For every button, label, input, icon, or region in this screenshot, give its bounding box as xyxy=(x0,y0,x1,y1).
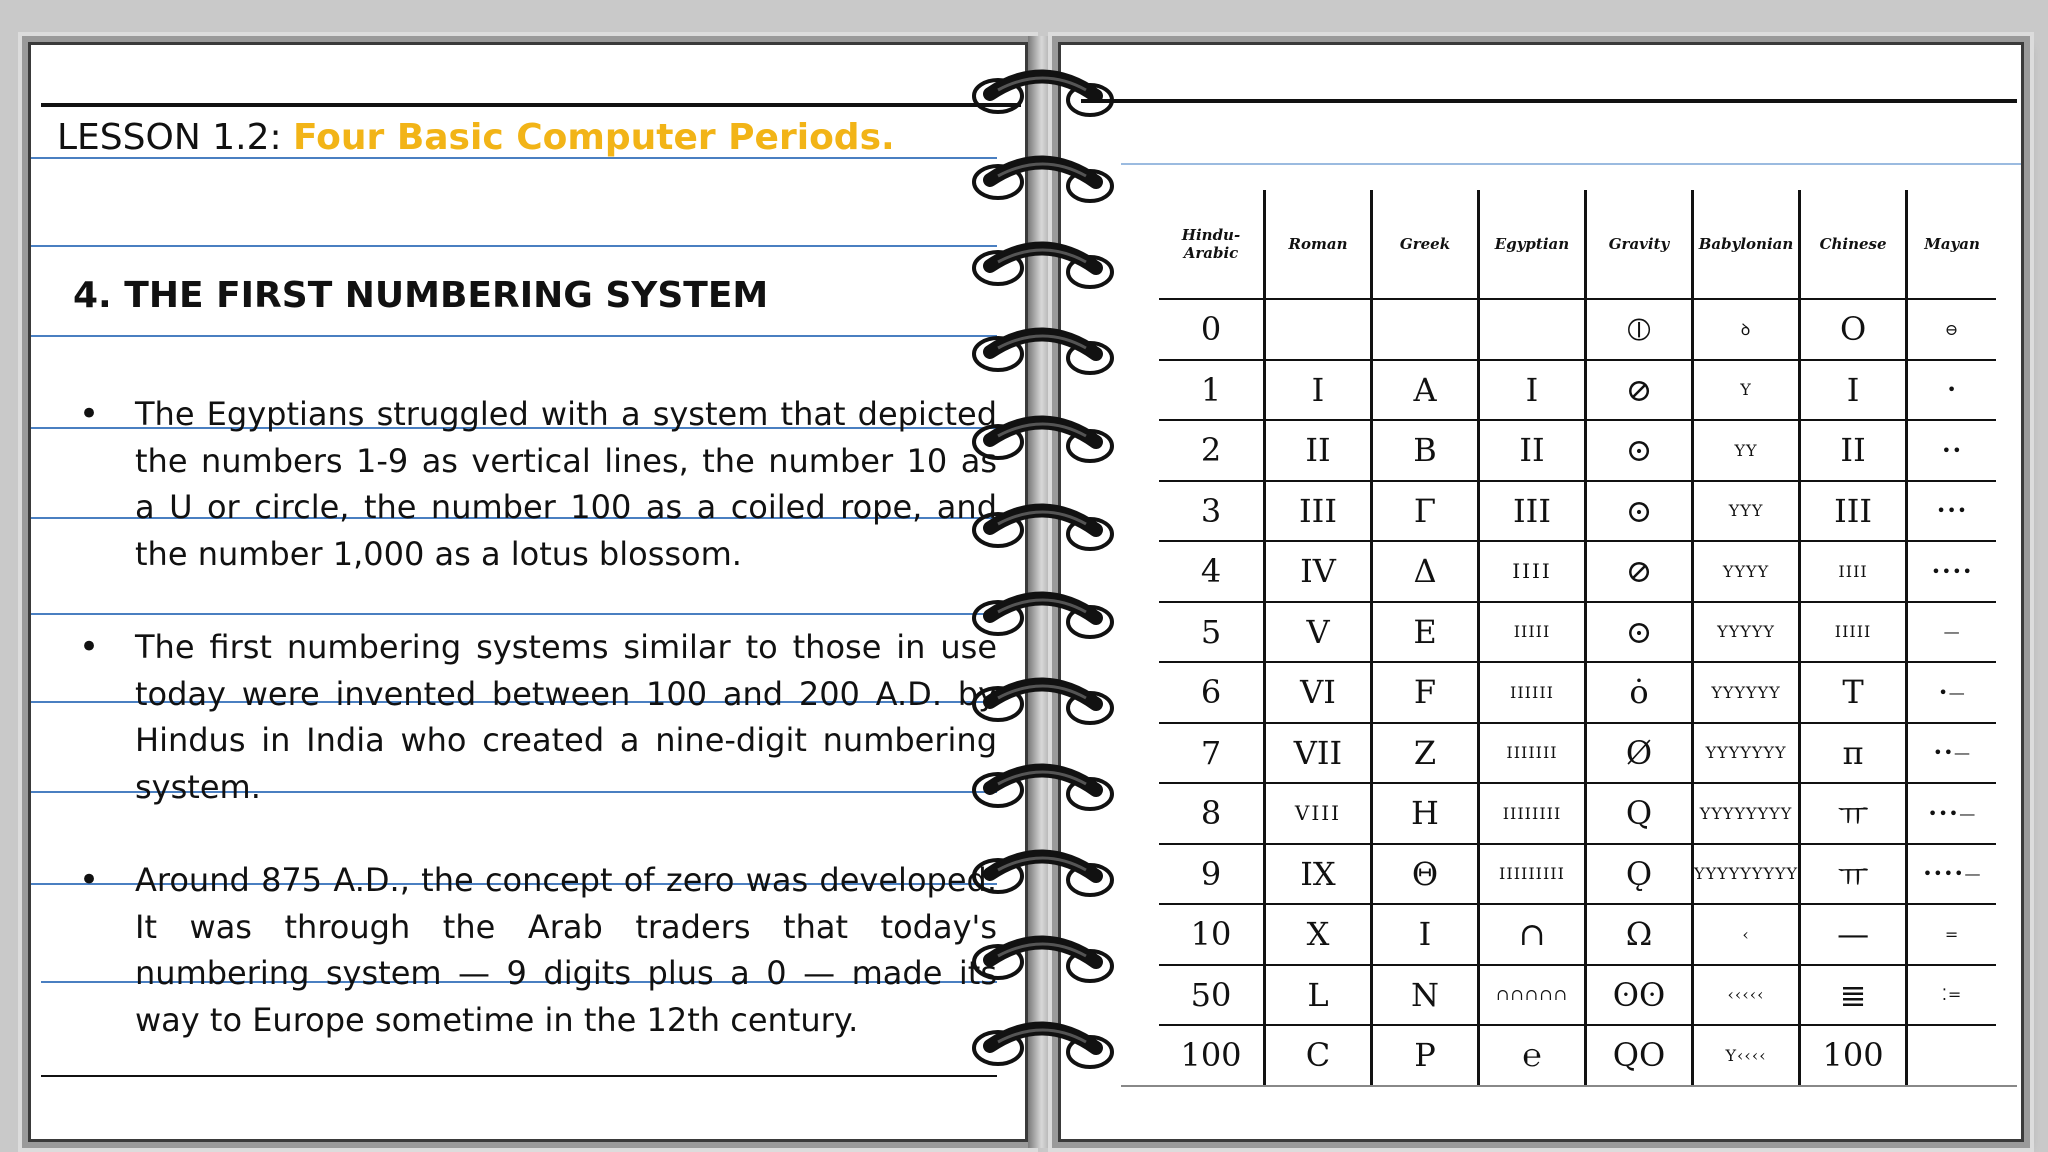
table-cell: •• xyxy=(1907,420,1997,481)
table-cell: ℮ xyxy=(1479,1025,1586,1085)
table-cell: I xyxy=(1479,360,1586,421)
table-cell: ȯ xyxy=(1586,662,1693,723)
bottom-border-rule xyxy=(1121,1085,2017,1087)
table-cell: ㅠ xyxy=(1800,844,1907,905)
table-cell: ⊘ xyxy=(1586,360,1693,421)
column-header: Chinese xyxy=(1800,190,1907,299)
table-cell: Ø xyxy=(1586,723,1693,784)
table-cell: • xyxy=(1907,360,1997,421)
bullet-item xyxy=(79,391,997,577)
table-cell: 6 xyxy=(1159,662,1265,723)
column-header: Babylonian xyxy=(1693,190,1800,299)
table-cell xyxy=(1479,299,1586,360)
ruled-line xyxy=(31,157,997,159)
table-row xyxy=(1159,602,1996,663)
table-cell: IX xyxy=(1265,844,1372,905)
table-cell: T xyxy=(1800,662,1907,723)
table-cell: A xyxy=(1372,360,1479,421)
table-cell: L xyxy=(1265,965,1372,1026)
table-cell: ⦶ xyxy=(1586,299,1693,360)
table-row xyxy=(1159,299,1996,360)
lesson-highlight: Four Basic Computer Periods. xyxy=(293,117,895,158)
table-header-row xyxy=(1159,190,1996,299)
table-cell: 0 xyxy=(1159,299,1265,360)
table-body xyxy=(1159,299,1996,1085)
lesson-title xyxy=(57,117,895,158)
spiral-ring xyxy=(968,498,1118,558)
table-cell: ҮҮҮҮҮ xyxy=(1693,602,1800,663)
spiral-ring xyxy=(968,236,1118,296)
table-row xyxy=(1159,844,1996,905)
table-cell: 50 xyxy=(1159,965,1265,1026)
table-row xyxy=(1159,662,1996,723)
table-row xyxy=(1159,783,1996,844)
table-cell: Θ xyxy=(1372,844,1479,905)
spiral-ring xyxy=(968,844,1118,904)
spiral-ring xyxy=(968,930,1118,990)
table-cell: ‹‹‹‹‹ xyxy=(1693,965,1800,1026)
table-cell: •— xyxy=(1907,662,1997,723)
table-cell: ••— xyxy=(1907,723,1997,784)
table-cell: III xyxy=(1479,481,1586,542)
table-cell: F xyxy=(1372,662,1479,723)
table-cell: ҮҮҮҮҮҮҮ xyxy=(1693,723,1800,784)
table-cell: IIIIIIIII xyxy=(1479,844,1586,905)
table-cell: 5 xyxy=(1159,602,1265,663)
table-cell: Q xyxy=(1586,783,1693,844)
table-cell: 10 xyxy=(1159,904,1265,965)
lesson-prefix: LESSON 1.2: xyxy=(57,117,294,158)
table-row xyxy=(1159,904,1996,965)
table-cell: ҮҮҮҮҮҮ xyxy=(1693,662,1800,723)
table-cell: I xyxy=(1372,904,1479,965)
table-cell: ҮҮ xyxy=(1693,420,1800,481)
spiral-ring xyxy=(968,64,1118,124)
ruled-line xyxy=(31,245,997,247)
table-cell: IIIIIIII xyxy=(1479,783,1586,844)
top-border-rule xyxy=(41,103,1021,107)
top-border-rule xyxy=(1081,99,2017,103)
table-cell: IIII xyxy=(1479,541,1586,602)
section-heading: 4. THE FIRST NUMBERING SYSTEM xyxy=(73,275,769,316)
table-cell: π xyxy=(1800,723,1907,784)
table-cell: ⊙ xyxy=(1586,481,1693,542)
bullet-text: The Egyptians struggled with a system that depicted the numbers 1-9 as vertical lines, the number 10 as a U or circle, the number 100 as a coiled rope, and the number 1,000 as a lotus blossom. xyxy=(135,395,997,573)
table-cell: 2 xyxy=(1159,420,1265,481)
table-cell: Ү‹‹‹‹ xyxy=(1693,1025,1800,1085)
table-cell: 4 xyxy=(1159,541,1265,602)
table-cell: •••• xyxy=(1907,541,1997,602)
ruled-line xyxy=(31,613,997,615)
table-cell: ‹ xyxy=(1693,904,1800,965)
table-cell: C xyxy=(1265,1025,1372,1085)
table-cell: ҮҮҮҮ xyxy=(1693,541,1800,602)
table-cell: Δ xyxy=(1372,541,1479,602)
bullet-item xyxy=(79,624,997,810)
table-cell: ㅠ xyxy=(1800,783,1907,844)
bottom-border-rule xyxy=(41,1075,997,1077)
table-cell: ꝺ xyxy=(1693,299,1800,360)
table-cell: ⁚= xyxy=(1907,965,1997,1026)
table-cell: X xyxy=(1265,904,1372,965)
table-cell: QO xyxy=(1586,1025,1693,1085)
column-header: Hindu-Arabic xyxy=(1181,226,1241,262)
column-header: Greek xyxy=(1372,190,1479,299)
column-header: Egyptian xyxy=(1479,190,1586,299)
table-cell: 7 xyxy=(1159,723,1265,784)
table-cell: ⊖ xyxy=(1907,299,1997,360)
table-row xyxy=(1159,1025,1996,1085)
table-cell xyxy=(1907,1025,1997,1085)
table-cell xyxy=(1265,299,1372,360)
table-cell: O xyxy=(1800,299,1907,360)
spiral-ring xyxy=(968,672,1118,732)
table-cell: III xyxy=(1800,481,1907,542)
table-cell: — xyxy=(1907,602,1997,663)
column-header: Mayan xyxy=(1907,190,1997,299)
table-row xyxy=(1159,965,1996,1026)
table-cell: IIIIII xyxy=(1479,662,1586,723)
table-cell: N xyxy=(1372,965,1479,1026)
ruled-line xyxy=(31,335,997,337)
table-cell: 100 xyxy=(1159,1025,1265,1085)
table-cell: Z xyxy=(1372,723,1479,784)
table-cell: Γ xyxy=(1372,481,1479,542)
table-cell: III xyxy=(1265,481,1372,542)
spiral-ring xyxy=(968,1016,1118,1076)
spiral-ring xyxy=(968,150,1118,210)
table-cell: ∩ xyxy=(1479,904,1586,965)
table-row xyxy=(1159,360,1996,421)
right-page xyxy=(1058,42,2024,1142)
bullet-dot: • xyxy=(79,627,100,667)
table-cell: ⊙ xyxy=(1586,420,1693,481)
table-cell: ʘʘ xyxy=(1586,965,1693,1026)
table-cell: IIIIIII xyxy=(1479,723,1586,784)
table-cell: Ω xyxy=(1586,904,1693,965)
spiral-ring xyxy=(968,586,1118,646)
bullet-dot: • xyxy=(79,394,100,434)
table-cell: VI xyxy=(1265,662,1372,723)
table-row xyxy=(1159,723,1996,784)
table-cell: 3 xyxy=(1159,481,1265,542)
table-cell: ҮҮҮ xyxy=(1693,481,1800,542)
left-page xyxy=(28,42,1028,1142)
bullet-item xyxy=(79,857,997,1043)
table-cell: B xyxy=(1372,420,1479,481)
column-header: Gravity xyxy=(1586,190,1693,299)
table-cell: E xyxy=(1372,602,1479,663)
table-cell: 1 xyxy=(1159,360,1265,421)
table-cell: ҮҮҮҮҮҮҮҮҮ xyxy=(1693,844,1800,905)
column-header: Roman xyxy=(1265,190,1372,299)
table-cell: ••• xyxy=(1907,481,1997,542)
table-cell: VIII xyxy=(1265,783,1372,844)
table-cell: II xyxy=(1800,420,1907,481)
ruled-line xyxy=(1121,163,2024,165)
table-cell: = xyxy=(1907,904,1997,965)
table-row xyxy=(1159,420,1996,481)
table-cell: Ǫ xyxy=(1586,844,1693,905)
table-cell: II xyxy=(1479,420,1586,481)
table-cell: ҮҮҮҮҮҮҮҮ xyxy=(1693,783,1800,844)
table-cell: ••••— xyxy=(1907,844,1997,905)
spiral-ring xyxy=(968,410,1118,470)
table-cell: •••— xyxy=(1907,783,1997,844)
numeral-systems-table xyxy=(1159,190,1996,1085)
table-cell: IIIII xyxy=(1800,602,1907,663)
table-cell: ⊙ xyxy=(1586,602,1693,663)
table-cell: I xyxy=(1800,360,1907,421)
table-cell: I xyxy=(1265,360,1372,421)
bullet-text: The first numbering systems similar to those in use today were invented between 100 and 200 A.D. by Hindus in India who created a nine-digit numbering system. xyxy=(135,628,997,806)
table-cell: ≣ xyxy=(1800,965,1907,1026)
table-cell: II xyxy=(1265,420,1372,481)
table-cell: H xyxy=(1372,783,1479,844)
bullet-text: Around 875 A.D., the concept of zero was developed. It was through the Arab traders that today's numbering system — 9 digits plus a 0 — made its way to Europe sometime in the 12th century. xyxy=(135,861,997,1039)
table-row xyxy=(1159,481,1996,542)
table-cell: — xyxy=(1800,904,1907,965)
spiral-ring xyxy=(968,758,1118,818)
table-cell: VII xyxy=(1265,723,1372,784)
table-cell: V xyxy=(1265,602,1372,663)
table-cell: P xyxy=(1372,1025,1479,1085)
table-cell: ∩∩∩∩∩ xyxy=(1479,965,1586,1026)
table-cell: 8 xyxy=(1159,783,1265,844)
table-cell: Ү xyxy=(1693,360,1800,421)
table-cell xyxy=(1372,299,1479,360)
spiral-ring xyxy=(968,322,1118,382)
table-cell: 9 xyxy=(1159,844,1265,905)
table-cell: IIII xyxy=(1800,541,1907,602)
table-row xyxy=(1159,541,1996,602)
table-cell: IV xyxy=(1265,541,1372,602)
table-cell: ⊘ xyxy=(1586,541,1693,602)
bullet-dot: • xyxy=(79,860,100,900)
table-cell: IIIII xyxy=(1479,602,1586,663)
table-cell: 100 xyxy=(1800,1025,1907,1085)
